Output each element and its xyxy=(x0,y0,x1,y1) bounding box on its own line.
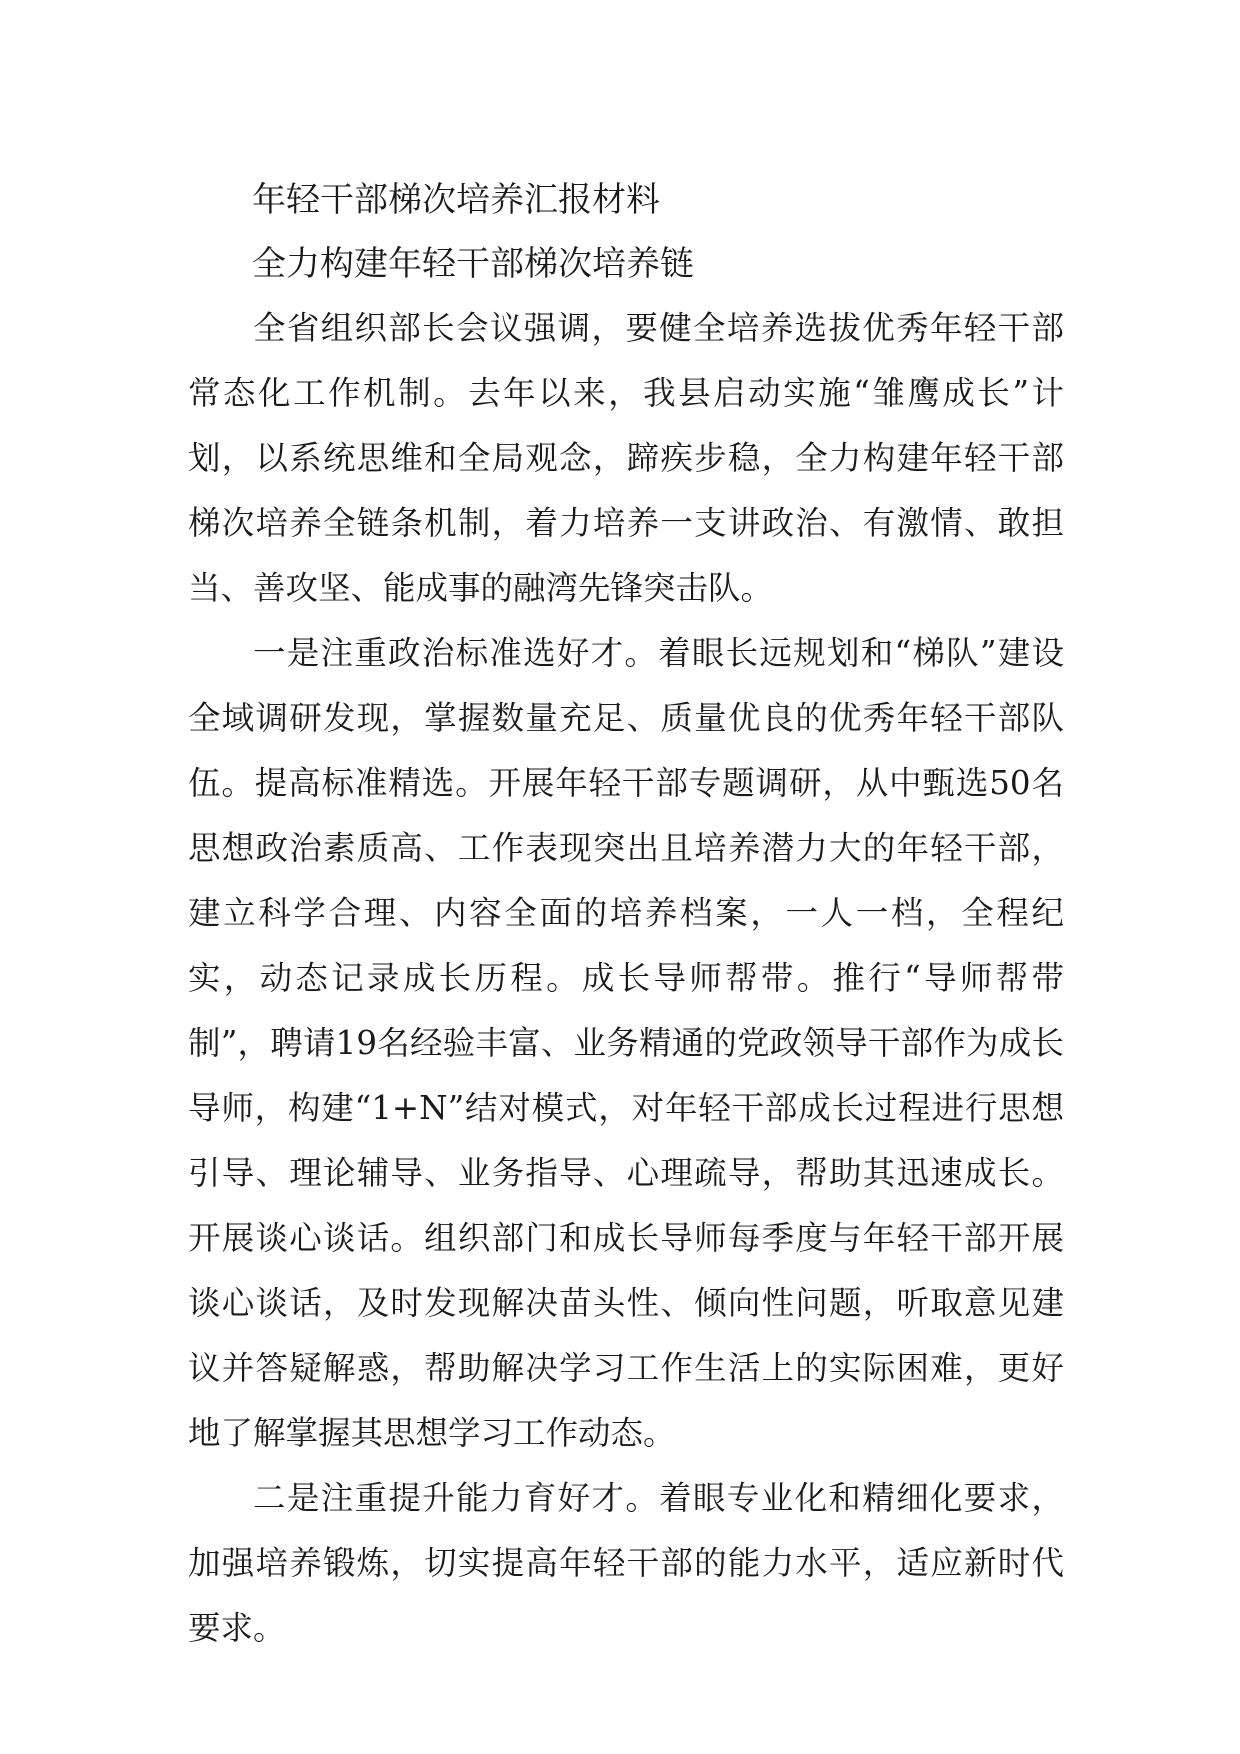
paragraph-section-two: 二是注重提升能力育好才。着眼专业化和精细化要求，加强培养锻炼，切实提高年轻干部的能力水平，适应新时代要求。 xyxy=(188,1479,1064,1647)
document-subtitle: 全力构建年轻干部梯次培养链 xyxy=(252,244,694,284)
document-page xyxy=(188,168,1064,1661)
document-title: 年轻干部梯次培养汇报材料 xyxy=(252,180,660,220)
paragraph-section-one: 一是注重政治标准选好才。着眼长远规划和“梯队”建设全域调研发现，掌握数量充足、质量优良的优秀年轻干部队伍。提高标准精选。开展年轻干部专题调研，从中甄选50名思想政治素质高、工作表现突出且培养潜力大的年轻干部，建立科学合理、内容全面的培养档案，一人一档，全程纪实，动态记录成长历程。成长导师帮带。推行“导师帮带制”，聘请19名经验丰富、业务精通的党政领导干部作为成长导师，构建“1+N”结对模式，对年轻干部成长过程进行思想引导、理论辅导、业务指导、心理疏导，帮助其迅速成长。开展谈心谈话。组织部门和成长导师每季度与年轻干部开展谈心谈话，及时发现解决苗头性、倾向性问题，听取意见建议并答疑解惑，帮助解决学习工作生活上的实际困难，更好地了解掌握其思想学习工作动态。 xyxy=(188,634,1064,1452)
paragraph-intro: 全省组织部长会议强调，要健全培养选拔优秀年轻干部常态化工作机制。去年以来，我县启动实施“雏鹰成长”计划，以系统思维和全局观念，蹄疾步稳，全力构建年轻干部梯次培养全链条机制，着力培养一支讲政治、有激情、敢担当、善攻坚、能成事的融湾先锋突击队。 xyxy=(188,309,1064,607)
